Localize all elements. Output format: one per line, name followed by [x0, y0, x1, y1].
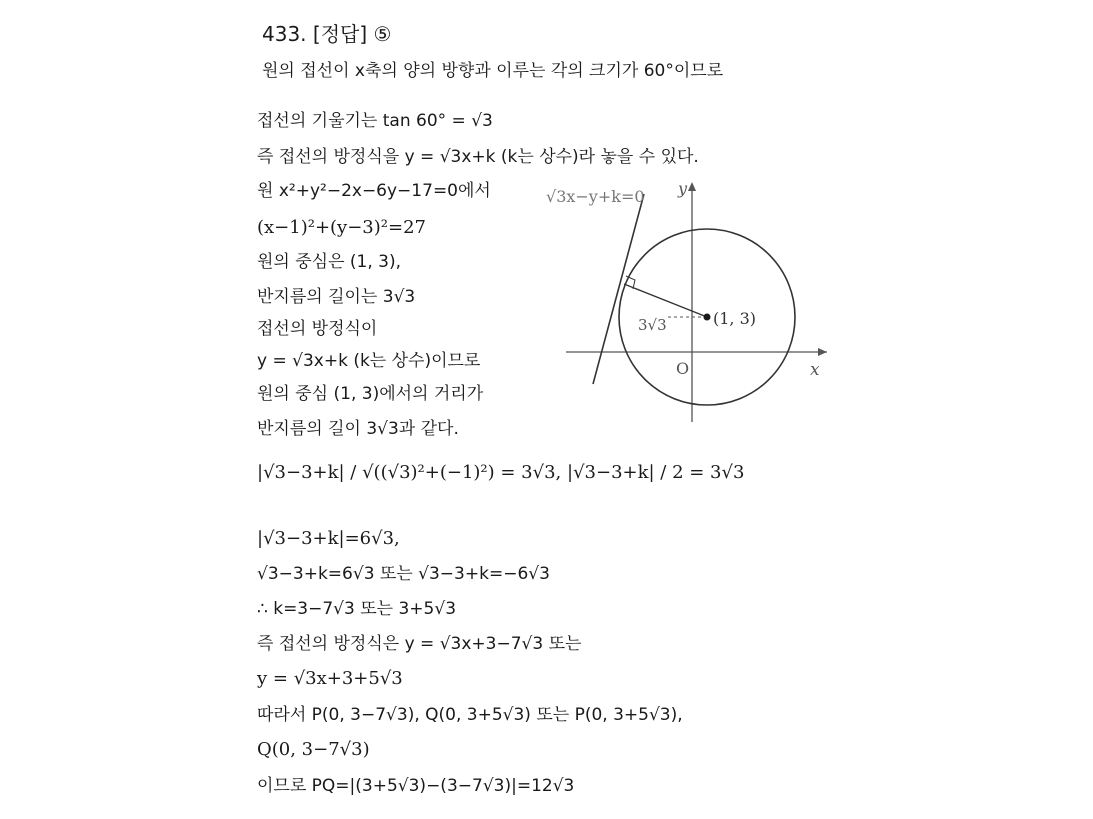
- tangent-label: √3x−y+k=0: [546, 187, 645, 206]
- radius-line: [624, 284, 707, 317]
- solution-line-13: √3−3+k=6√3 또는 √3−3+k=−6√3: [257, 564, 550, 584]
- center-label: (1, 3): [713, 309, 757, 328]
- solution-line-3: 원 x²+y²−2x−6y−17=0에서: [257, 181, 491, 201]
- solution-line-4: (x−1)²+(y−3)²=27: [257, 217, 426, 238]
- solution-line-18: Q(0, 3−7√3): [257, 739, 370, 760]
- solution-line-6: 반지름의 길이는 3√3: [257, 287, 416, 307]
- solution-line-8: y = √3x+k (k는 상수)이므로: [257, 351, 481, 371]
- solution-line-19: 이므로 PQ=|(3+5√3)−(3−7√3)|=12√3: [257, 776, 575, 796]
- solution-line-12: |√3−3+k|=6√3,: [257, 528, 400, 549]
- solution-line-7: 접선의 방정식이: [257, 319, 378, 339]
- solution-line-16: y = √3x+3+5√3: [257, 668, 403, 689]
- origin-label: O: [676, 359, 690, 378]
- x-axis-arrow: [818, 348, 827, 356]
- solution-line-9: 원의 중심 (1, 3)에서의 거리가: [257, 384, 484, 404]
- circle-tangent-figure: [540, 172, 830, 427]
- problem-header: 433. [정답] ⑤: [262, 22, 392, 46]
- solution-line-15: 즉 접선의 방정식은 y = √3x+3−7√3 또는: [257, 634, 582, 654]
- solution-line-14: ∴ k=3−7√3 또는 3+5√3: [257, 599, 457, 619]
- y-axis-arrow: [688, 182, 696, 191]
- solution-line-10: 반지름의 길이 3√3과 같다.: [257, 419, 459, 439]
- solution-line-5: 원의 중심은 (1, 3),: [257, 252, 402, 272]
- solution-line-1: 접선의 기울기는 tan 60° = √3: [257, 111, 493, 131]
- distance-equation: |√3−3+k| / √((√3)²+(−1)²) = 3√3, |√3−3+k| / 2 = 3√3: [257, 462, 745, 483]
- solution-line-17: 따라서 P(0, 3−7√3), Q(0, 3+5√3) 또는 P(0, 3+5√3),: [257, 705, 683, 725]
- solution-line-2: 즉 접선의 방정식을 y = √3x+k (k는 상수)라 놓을 수 있다.: [257, 147, 699, 167]
- center-point: [704, 314, 711, 321]
- x-axis-label: x: [810, 360, 820, 380]
- intro-line: 원의 접선이 x축의 양의 방향과 이루는 각의 크기가 60°이므로: [262, 61, 724, 81]
- radius-label: 3√3: [638, 316, 667, 334]
- y-axis-label: y: [678, 179, 688, 198]
